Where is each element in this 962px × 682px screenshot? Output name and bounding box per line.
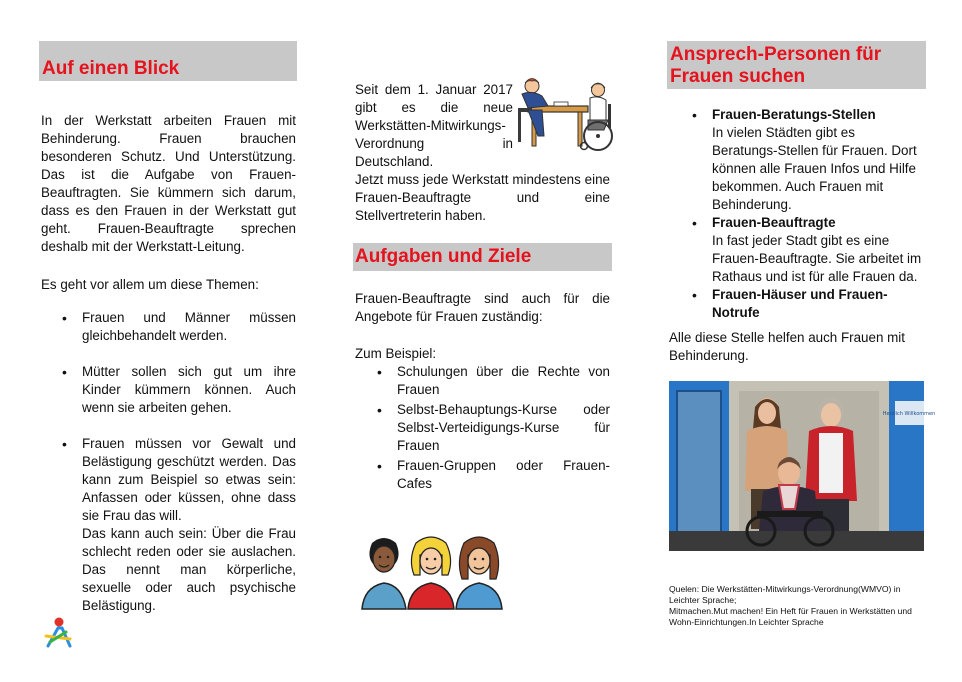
list-item: • Frauen und Männer müssen gleichbehandelt werden. — [56, 309, 296, 345]
heading-auf-einen-blick: Auf einen Blick — [39, 41, 297, 81]
col1-themes-list — [56, 309, 296, 615]
svg-text:Herzlich Willkommen: Herzlich Willkommen — [882, 411, 936, 417]
col1-intro-text: In der Werkstatt arbeiten Frauen mit Behinderung. Frauen brauchen besonderen Schutz. Und Unterstützung. Das ist die Aufgabe von Frauen-Beauftragten. Sie kümmern sich darum, dass es den Frauen in der Werkstatt gut geht. Frauen-Beauftragte sprechen deshalb mit der Werkstatt-Leitung. — [41, 113, 296, 254]
sources-text: Quelen: Die Werkstätten-Mitwirkungs-Verordnung(WMVO) in Leichter Sprache; Mitmachen.Mut machen! Ein Heft für Frauen in Werkstätten und Wohn-Einrichtungen.In Leichter Sprache — [669, 584, 912, 627]
logo-icon — [44, 617, 74, 649]
heading-ansprech-personen: Ansprech-Personen für Frauen suchen — [667, 41, 926, 89]
group-photo — [669, 381, 936, 551]
office-meeting-illustration — [514, 76, 618, 152]
col2-intro2-text: Jetzt muss jede Werkstatt mindestens eine Frauen-Beauftragte und eine Stellvertreterin haben. — [355, 172, 610, 223]
col2-examples-list — [371, 363, 610, 493]
col2-example-label: Zum Beispiel: — [355, 346, 437, 361]
col3-contacts-list — [686, 106, 922, 322]
three-women-illustration — [358, 535, 505, 609]
list-item: • Frauen-Häuser und Frauen-Notrufe — [686, 286, 922, 322]
col3-closing-text: Alle diese Stelle helfen auch Frauen mit Behinderung. — [669, 330, 905, 363]
col2-para: Frauen-Beauftragte sind auch für die Angebote für Frauen zuständig: — [355, 291, 610, 324]
list-item: • Selbst-Behauptungs-Kurse oder Selbst-Verteidigungs-Kurse für Frauen — [371, 401, 610, 455]
list-item: • Schulungen über die Rechte von Frauen — [371, 363, 610, 399]
list-item: • Frauen-Beratungs-Stellen In vielen Städten gibt es Beratungs-Stellen für Frauen. Dort können alle Frauen Infos und Hilfe bekommen. Auch Frauen mit Behinderung. — [686, 106, 922, 214]
heading-aufgaben-und-ziele: Aufgaben und Ziele — [353, 243, 612, 271]
col1-themes-intro: Es geht vor allem um diese Themen: — [41, 277, 259, 292]
list-item: • Frauen müssen vor Gewalt und Belästigung geschützt werden. Das kann zum Beispiel so etwas sein: Anfassen oder küssen, ohne dass sie Frau das will. Das kann auch sein: Über die Frau schlecht reden oder sie auslachen. Das nennt man körperliche, sexuelle oder auch psychische Belästigung. — [56, 435, 296, 615]
list-item: • Frauen-Beauftragte In fast jeder Stadt gibt es eine Frauen-Beauftragte. Sie arbeitet im Rathaus und ist für alle Frauen da. — [686, 214, 922, 286]
col2-intro-text: Seit dem 1. Januar 2017 gibt es die neue Werkstätten-Mitwirkungs-Verordnung in Deutschland. — [355, 82, 513, 169]
list-item: • Frauen-Gruppen oder Frauen-Cafes — [371, 457, 610, 493]
list-item: • Mütter sollen sich gut um ihre Kinder kümmern können. Auch wenn sie arbeiten gehen. — [56, 363, 296, 417]
